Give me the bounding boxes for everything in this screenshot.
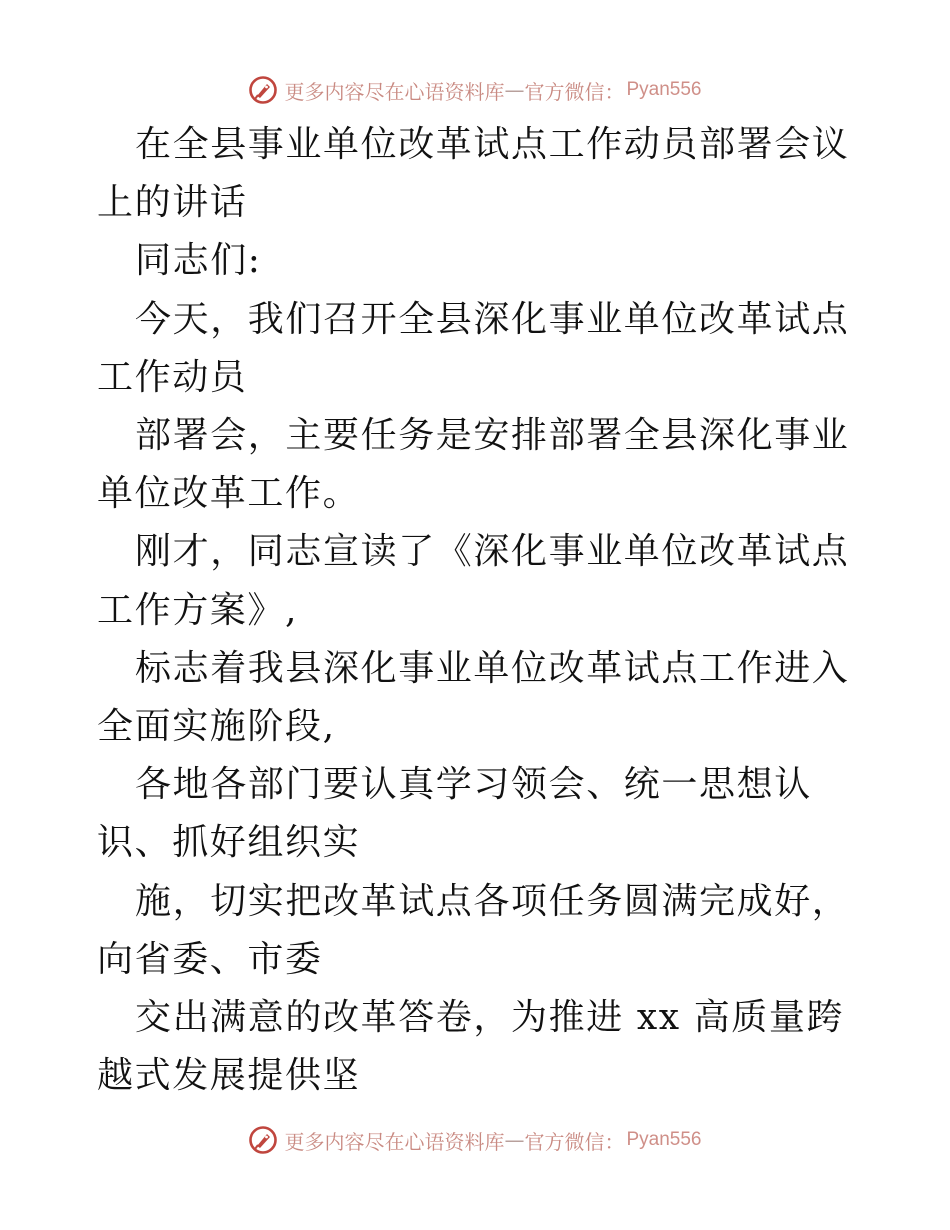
watermark-wechat-label: 官方微信：	[524, 1129, 625, 1154]
body-paragraph: 刚才，同志宣读了《深化事业单位改革试点工作方案》,	[97, 531, 850, 631]
body-paragraph: 施，切实把改革试点各项任务圆满完成好，向省委、市委	[97, 880, 850, 980]
body-paragraph: 今天，我们召开全县深化事业单位改革试点工作动员	[97, 298, 850, 398]
watermark-separator: —	[504, 1128, 525, 1152]
watermark-wechat-id: Pyan556	[626, 1129, 702, 1150]
body-paragraph: 标志着我县深化事业单位改革试点工作进入全面实施阶段,	[97, 647, 850, 748]
body-paragraph: 各地各部门要认真学习领会、统一思想认识、抓好组织实	[97, 764, 812, 864]
watermark-separator: —	[504, 78, 525, 102]
footer-watermark	[0, 1120, 950, 1160]
salutation: 同志们:	[135, 240, 262, 282]
pen-nib-circle-icon	[248, 1125, 278, 1155]
watermark-wechat-label: 官方微信：	[524, 79, 625, 104]
watermark-text: 更多内容尽在心语资料库	[284, 79, 505, 104]
watermark-text: 更多内容尽在心语资料库	[284, 1129, 505, 1154]
body-paragraph: 交出满意的改革答卷，为推进 xx 高质量跨越式发展提供坚	[97, 997, 845, 1097]
pen-nib-circle-icon	[248, 75, 278, 105]
watermark-wechat-id: Pyan556	[626, 79, 702, 100]
body-paragraph: 部署会，主要任务是安排部署全县深化事业单位改革工作。	[97, 415, 850, 515]
document-body	[97, 116, 853, 1105]
header-watermark	[0, 70, 950, 110]
document-title: 在全县事业单位改革试点工作动员部署会议上的讲话	[97, 124, 850, 224]
